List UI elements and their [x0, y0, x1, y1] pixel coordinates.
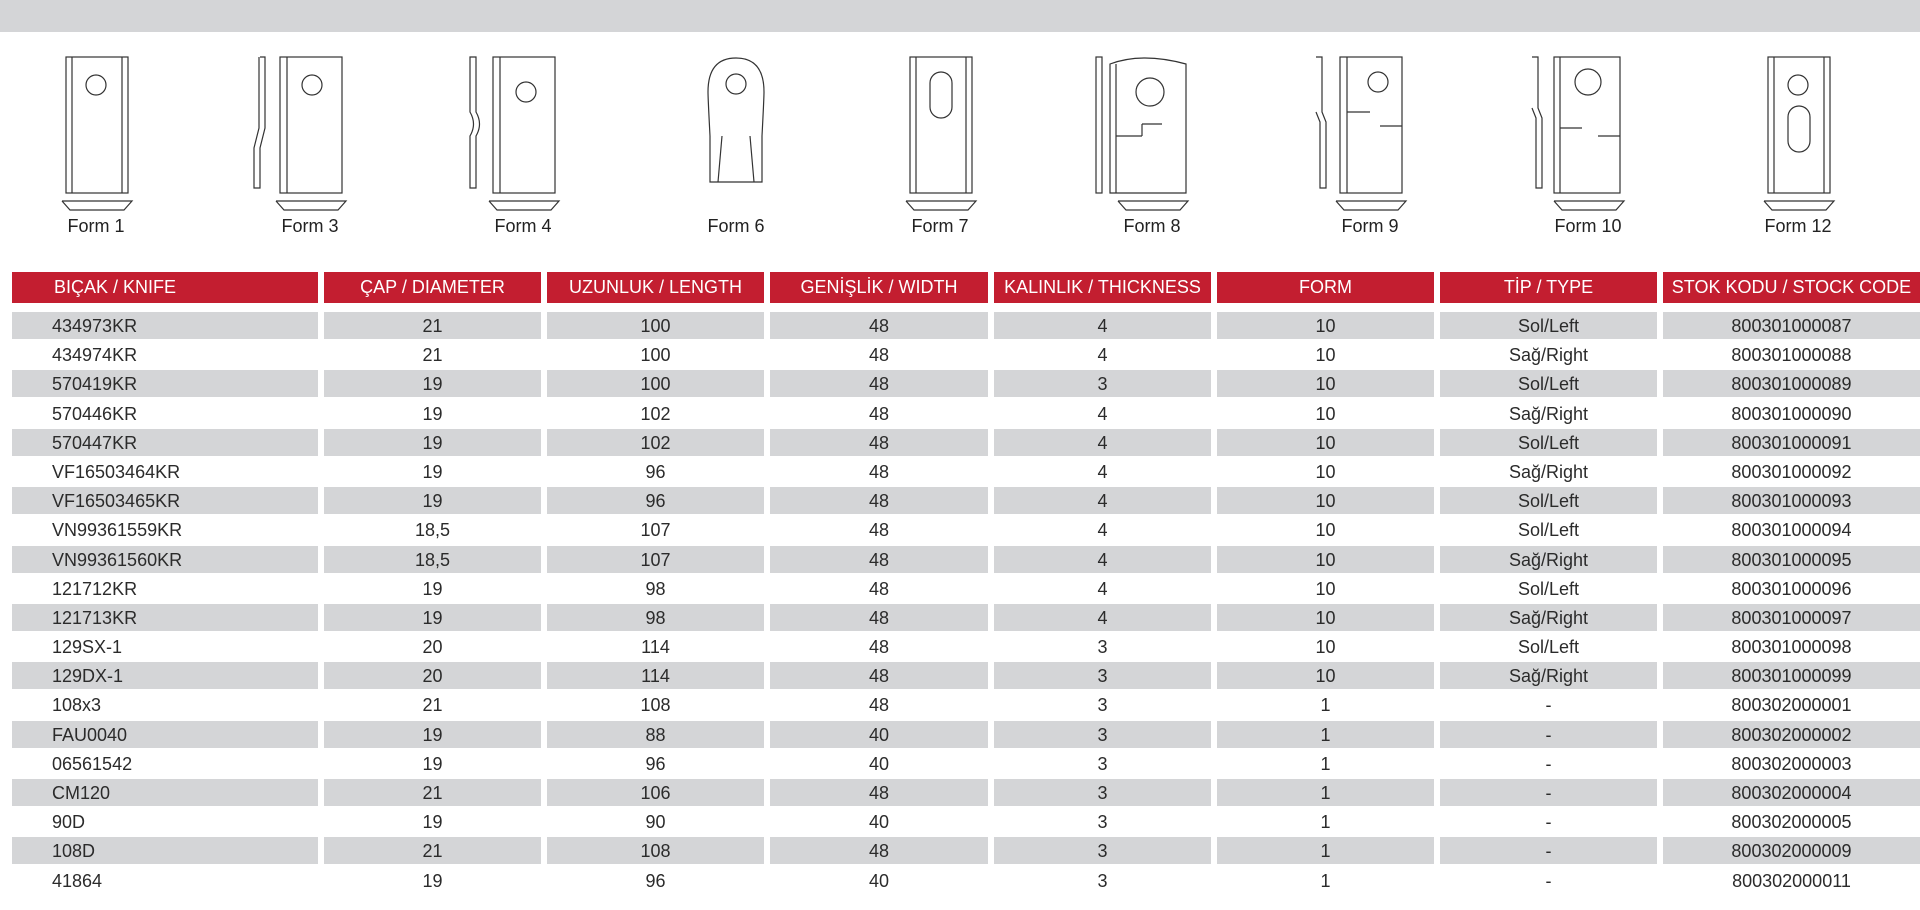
- cell-thickness: 4: [1097, 520, 1108, 541]
- knife-spec-table: [12, 272, 1920, 891]
- table-row: [12, 662, 1920, 691]
- cell-diameter: 19: [422, 753, 443, 774]
- cell-knife: 121712KR: [52, 578, 138, 599]
- form-label: Form 3: [281, 216, 339, 236]
- cell-width: 48: [770, 312, 988, 339]
- cell-form: 1: [1217, 837, 1434, 864]
- cell-form: 1: [1320, 870, 1331, 891]
- cell-stock-code: 800301000092: [1731, 461, 1852, 482]
- form-item: [26, 52, 166, 237]
- cell-length: 100: [547, 312, 764, 339]
- table-row: [12, 400, 1920, 429]
- cell-stock-code: 800301000087: [1663, 312, 1920, 339]
- table-row: [12, 779, 1920, 808]
- cell-diameter: 19: [422, 461, 443, 482]
- cell-type: Sağ/Right: [1440, 662, 1657, 689]
- table-row: [12, 370, 1920, 399]
- cell-form: 10: [1315, 520, 1336, 541]
- cell-thickness: 3: [1097, 637, 1108, 658]
- cell-stock-code: 800302000001: [1731, 695, 1852, 716]
- cell-form: 1: [1320, 753, 1331, 774]
- cell-diameter: 20: [324, 662, 541, 689]
- cell-knife: 570447KR: [12, 429, 318, 456]
- cell-type: Sağ/Right: [1508, 345, 1589, 366]
- cell-stock-code: 800301000098: [1731, 637, 1852, 658]
- cell-stock-code: 800302000002: [1663, 721, 1920, 748]
- cell-length: 96: [645, 753, 666, 774]
- cell-width: 40: [868, 870, 890, 891]
- cell-type: Sol/Left: [1517, 520, 1580, 541]
- cell-width: 48: [868, 345, 890, 366]
- form-label: Form 1: [67, 216, 125, 236]
- cell-width: 40: [770, 721, 988, 748]
- cell-thickness: 3: [994, 779, 1211, 806]
- cell-stock-code: 800301000097: [1663, 604, 1920, 631]
- blade-form-10-icon: [1518, 52, 1658, 212]
- cell-knife: CM120: [12, 779, 318, 806]
- cell-diameter: 21: [422, 345, 443, 366]
- table-row: [12, 575, 1920, 604]
- header-type: TİP / TYPE: [1440, 272, 1657, 303]
- form-item: [870, 52, 1010, 237]
- cell-thickness: 4: [1097, 578, 1108, 599]
- cell-diameter: 21: [324, 837, 541, 864]
- cell-length: 106: [547, 779, 764, 806]
- form-item: [240, 52, 380, 237]
- table-header: [12, 272, 1920, 303]
- cell-length: 108: [547, 837, 764, 864]
- cell-type: Sağ/Right: [1440, 604, 1657, 631]
- cell-knife: 41864: [52, 870, 103, 891]
- form-item: [453, 52, 593, 237]
- cell-type: -: [1545, 870, 1552, 891]
- cell-diameter: 19: [422, 870, 443, 891]
- table-row: [12, 546, 1920, 575]
- blade-form-12-icon: [1728, 52, 1868, 212]
- cell-type: -: [1545, 812, 1552, 833]
- cell-length: 88: [547, 721, 764, 748]
- cell-type: Sol/Left: [1440, 370, 1657, 397]
- cell-diameter: 19: [324, 604, 541, 631]
- cell-width: 48: [868, 695, 890, 716]
- cell-diameter: 19: [422, 578, 443, 599]
- cell-type: Sağ/Right: [1440, 546, 1657, 573]
- cell-stock-code: 800301000091: [1663, 429, 1920, 456]
- cell-form: 10: [1315, 578, 1336, 599]
- cell-form: 10: [1217, 370, 1434, 397]
- cell-width: 48: [770, 837, 988, 864]
- cell-knife: 434973KR: [12, 312, 318, 339]
- cell-knife: VF16503465KR: [12, 487, 318, 514]
- cell-diameter: 19: [324, 487, 541, 514]
- cell-knife: VN99361560KR: [12, 546, 318, 573]
- cell-thickness: 3: [994, 721, 1211, 748]
- cell-knife: 90D: [52, 812, 86, 833]
- blade-form-3-icon: [240, 52, 380, 212]
- table-row: [12, 750, 1920, 779]
- form-item: [1300, 52, 1440, 237]
- cell-stock-code: 800301000094: [1731, 520, 1852, 541]
- cell-knife: 129DX-1: [12, 662, 318, 689]
- cell-diameter: 20: [422, 637, 443, 658]
- cell-thickness: 4: [994, 604, 1211, 631]
- cell-diameter: 21: [324, 779, 541, 806]
- table-row: [12, 691, 1920, 720]
- cell-width: 48: [770, 662, 988, 689]
- blade-form-7-icon: [870, 52, 1010, 212]
- cell-length: 98: [645, 578, 666, 599]
- header-length: UZUNLUK / LENGTH: [547, 272, 764, 303]
- cell-length: 108: [640, 695, 671, 716]
- cell-stock-code: 800302000004: [1663, 779, 1920, 806]
- cell-thickness: 4: [994, 312, 1211, 339]
- cell-stock-code: 800301000090: [1731, 403, 1852, 424]
- table-row: [12, 837, 1920, 866]
- cell-width: 48: [868, 403, 890, 424]
- cell-length: 107: [547, 546, 764, 573]
- cell-type: Sağ/Right: [1508, 461, 1589, 482]
- form-item: [666, 52, 806, 237]
- cell-thickness: 3: [994, 662, 1211, 689]
- cell-thickness: 4: [1097, 345, 1108, 366]
- table-row: [12, 458, 1920, 487]
- cell-stock-code: 800301000088: [1731, 345, 1852, 366]
- table-row: [12, 341, 1920, 370]
- cell-type: -: [1440, 837, 1657, 864]
- form-label: Form 4: [494, 216, 552, 236]
- cell-type: -: [1545, 753, 1552, 774]
- cell-thickness: 3: [1097, 812, 1108, 833]
- cell-diameter: 19: [422, 403, 443, 424]
- table-row: [12, 429, 1920, 458]
- cell-width: 48: [770, 546, 988, 573]
- cell-stock-code: 800302000005: [1731, 812, 1852, 833]
- cell-thickness: 3: [1097, 870, 1108, 891]
- header-stock-code: STOK KODU / STOCK CODE: [1663, 272, 1920, 303]
- cell-thickness: 4: [994, 487, 1211, 514]
- cell-length: 102: [547, 429, 764, 456]
- cell-form: 10: [1217, 487, 1434, 514]
- cell-type: Sol/Left: [1517, 637, 1580, 658]
- cell-type: Sol/Left: [1440, 487, 1657, 514]
- form-label: Form 9: [1341, 216, 1399, 236]
- cell-knife: 108D: [12, 837, 318, 864]
- cell-form: 1: [1320, 695, 1331, 716]
- cell-diameter: 18,5: [414, 520, 451, 541]
- cell-length: 102: [640, 403, 671, 424]
- form-label: Form 6: [707, 216, 765, 236]
- cell-length: 96: [645, 461, 666, 482]
- cell-type: Sol/Left: [1440, 312, 1657, 339]
- cell-form: 10: [1217, 604, 1434, 631]
- cell-form: 10: [1217, 662, 1434, 689]
- cell-width: 48: [868, 578, 890, 599]
- cell-stock-code: 800301000099: [1663, 662, 1920, 689]
- cell-knife: VN99361559KR: [52, 520, 183, 541]
- cell-stock-code: 800301000096: [1731, 578, 1852, 599]
- table-body: [12, 312, 1920, 896]
- cell-thickness: 3: [1097, 753, 1108, 774]
- cell-type: Sağ/Right: [1508, 403, 1589, 424]
- form-label: Form 8: [1123, 216, 1181, 236]
- cell-thickness: 4: [994, 546, 1211, 573]
- cell-length: 96: [547, 487, 764, 514]
- cell-form: 1: [1320, 812, 1331, 833]
- cell-width: 48: [770, 604, 988, 631]
- cell-length: 96: [645, 870, 666, 891]
- cell-length: 114: [547, 662, 764, 689]
- blade-form-4-icon: [453, 52, 593, 212]
- cell-form: 10: [1217, 429, 1434, 456]
- cell-length: 98: [547, 604, 764, 631]
- table-row: [12, 721, 1920, 750]
- cell-knife: FAU0040: [12, 721, 318, 748]
- blade-form-6-icon: [666, 52, 806, 212]
- cell-width: 48: [868, 520, 890, 541]
- cell-width: 48: [770, 487, 988, 514]
- cell-form: 1: [1217, 721, 1434, 748]
- cell-thickness: 4: [1097, 403, 1108, 424]
- table-row: [12, 604, 1920, 633]
- cell-length: 90: [645, 812, 666, 833]
- cell-diameter: 19: [324, 429, 541, 456]
- cell-knife: 121713KR: [12, 604, 318, 631]
- form-label: Form 7: [911, 216, 969, 236]
- cell-width: 48: [770, 370, 988, 397]
- cell-width: 48: [770, 779, 988, 806]
- cell-knife: 570419KR: [12, 370, 318, 397]
- blade-form-1-icon: [26, 52, 166, 212]
- cell-stock-code: 800302000011: [1732, 870, 1851, 891]
- table-row: [12, 487, 1920, 516]
- cell-length: 100: [640, 345, 671, 366]
- header-knife: BIÇAK / KNIFE: [12, 272, 318, 303]
- form-illustrations: [0, 52, 1920, 252]
- cell-type: -: [1440, 779, 1657, 806]
- cell-knife: 129SX-1: [52, 637, 123, 658]
- cell-knife: 06561542: [52, 753, 133, 774]
- cell-length: 114: [641, 637, 670, 658]
- cell-diameter: 21: [422, 695, 443, 716]
- cell-form: 10: [1217, 312, 1434, 339]
- cell-type: -: [1545, 695, 1552, 716]
- cell-knife: 434974KR: [52, 345, 138, 366]
- cell-diameter: 19: [324, 721, 541, 748]
- cell-length: 100: [547, 370, 764, 397]
- form-item: [1518, 52, 1658, 237]
- cell-stock-code: 800302000003: [1731, 753, 1852, 774]
- cell-thickness: 3: [994, 837, 1211, 864]
- cell-type: -: [1440, 721, 1657, 748]
- form-item: [1728, 52, 1868, 237]
- cell-width: 48: [770, 429, 988, 456]
- form-label: Form 12: [1764, 216, 1832, 236]
- table-row: [12, 312, 1920, 341]
- blade-form-8-icon: [1082, 52, 1222, 212]
- header-form: FORM: [1217, 272, 1434, 303]
- cell-knife: 570446KR: [52, 403, 138, 424]
- cell-form: 10: [1217, 546, 1434, 573]
- header-diameter: ÇAP / DIAMETER: [324, 272, 541, 303]
- cell-form: 10: [1315, 345, 1336, 366]
- cell-knife: 108x3: [52, 695, 102, 716]
- table-row: [12, 867, 1920, 896]
- cell-width: 48: [868, 637, 890, 658]
- cell-knife: VF16503464KR: [52, 461, 181, 482]
- form-label: Form 10: [1554, 216, 1622, 236]
- cell-length: 107: [640, 520, 671, 541]
- cell-stock-code: 800301000095: [1663, 546, 1920, 573]
- cell-type: Sol/Left: [1440, 429, 1657, 456]
- header-width: GENİŞLİK / WIDTH: [770, 272, 988, 303]
- cell-diameter: 19: [422, 812, 443, 833]
- header-thickness: KALINLIK / THICKNESS: [994, 272, 1211, 303]
- cell-width: 40: [868, 812, 890, 833]
- table-row: [12, 516, 1920, 545]
- cell-form: 10: [1315, 461, 1336, 482]
- cell-thickness: 3: [1097, 695, 1108, 716]
- cell-stock-code: 800301000089: [1663, 370, 1920, 397]
- cell-form: 10: [1315, 637, 1336, 658]
- cell-width: 48: [868, 461, 890, 482]
- cell-thickness: 4: [994, 429, 1211, 456]
- cell-diameter: 21: [324, 312, 541, 339]
- blade-form-9-icon: [1300, 52, 1440, 212]
- cell-stock-code: 800302000009: [1663, 837, 1920, 864]
- cell-width: 40: [868, 753, 890, 774]
- cell-diameter: 18,5: [324, 546, 541, 573]
- cell-thickness: 4: [1097, 461, 1108, 482]
- cell-form: 1: [1217, 779, 1434, 806]
- table-row: [12, 808, 1920, 837]
- form-item: [1082, 52, 1222, 237]
- table-row: [12, 633, 1920, 662]
- cell-thickness: 3: [994, 370, 1211, 397]
- cell-stock-code: 800301000093: [1663, 487, 1920, 514]
- cell-form: 10: [1315, 403, 1336, 424]
- top-band: [0, 0, 1920, 32]
- cell-type: Sol/Left: [1517, 578, 1580, 599]
- cell-diameter: 19: [324, 370, 541, 397]
